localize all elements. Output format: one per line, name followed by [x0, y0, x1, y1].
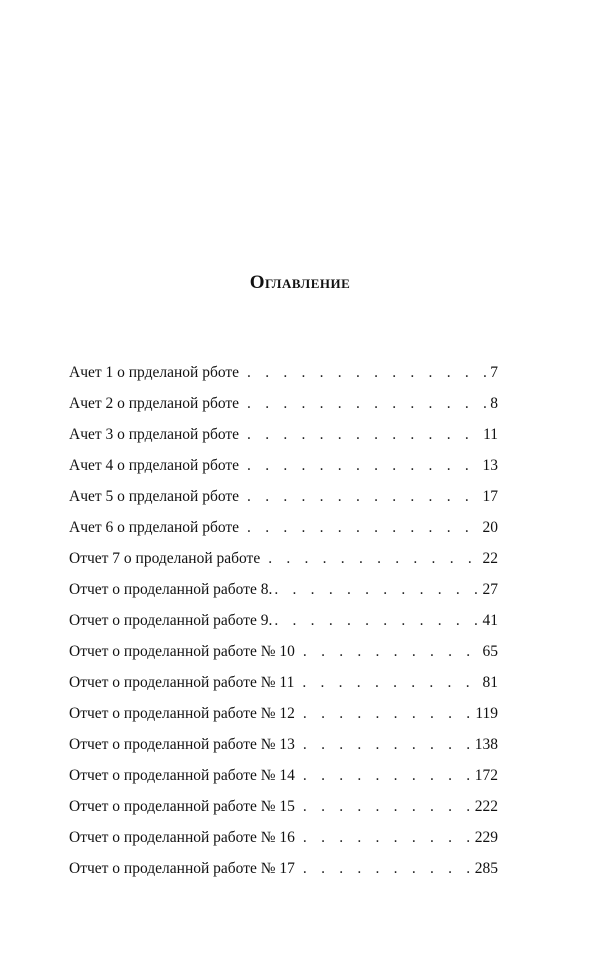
- toc-entry-title: Отчет о проделанной работе 9.: [69, 612, 273, 629]
- toc-entry[interactable]: [69, 796, 498, 827]
- toc-entry[interactable]: [69, 734, 498, 765]
- dot-leader: [303, 765, 472, 787]
- dot-leader: [247, 517, 479, 539]
- toc-entry-title: Ачет 5 о прделаной рботе: [69, 488, 240, 505]
- toc-page-number: 119: [475, 705, 498, 722]
- dot-leader: [247, 486, 479, 508]
- dot-leader: [274, 610, 479, 632]
- toc-page-number: 13: [482, 457, 498, 474]
- toc-page-number: 138: [474, 736, 498, 753]
- toc-entry-title: Отчет о проделанной работе № 15: [69, 798, 295, 815]
- dot-leader: [303, 796, 472, 818]
- toc-entry[interactable]: [69, 765, 498, 796]
- toc-page-number: 8: [490, 395, 498, 412]
- toc-entry[interactable]: [69, 610, 498, 641]
- toc-entry-title: Ачет 6 о прделаной рботе: [69, 519, 240, 536]
- dot-leader: [302, 672, 479, 694]
- toc-entry[interactable]: [69, 517, 498, 548]
- dot-leader: [274, 579, 479, 601]
- toc-entry[interactable]: [69, 486, 498, 517]
- toc-list: [69, 362, 498, 889]
- toc-entry-title: Отчет о проделанной работе № 10: [69, 643, 295, 660]
- dot-leader: [303, 858, 472, 880]
- toc-entry[interactable]: [69, 827, 498, 858]
- toc-entry[interactable]: [69, 455, 498, 486]
- toc-entry-title: Ачет 1 о прделаной рботе: [69, 364, 240, 381]
- toc-page-number: 285: [474, 860, 498, 877]
- dot-leader: [303, 703, 472, 725]
- dot-leader: [303, 734, 472, 756]
- toc-entry[interactable]: [69, 672, 498, 703]
- toc-entry[interactable]: [69, 579, 498, 610]
- toc-entry-title: Ачет 4 о прделаной рботе: [69, 457, 240, 474]
- dot-leader: [303, 641, 480, 663]
- toc-entry-title: Отчет о проделанной работе № 13: [69, 736, 295, 753]
- toc-entry[interactable]: [69, 703, 498, 734]
- toc-page-number: 229: [474, 829, 498, 846]
- toc-entry-title: Отчет о проделанной работе № 16: [69, 829, 295, 846]
- toc-page-number: 11: [483, 426, 498, 443]
- toc-entry-title: Отчет о проделанной работе 8.: [69, 581, 273, 598]
- toc-page-number: 222: [474, 798, 498, 815]
- toc-entry[interactable]: [69, 393, 498, 424]
- toc-entry[interactable]: [69, 548, 498, 579]
- toc-page-number: 27: [482, 581, 498, 598]
- toc-entry[interactable]: [69, 641, 498, 672]
- toc-page-number: 172: [474, 767, 498, 784]
- toc-page-number: 81: [482, 674, 498, 691]
- toc-entry[interactable]: [69, 858, 498, 889]
- toc-heading: Оглавление: [249, 272, 351, 293]
- toc-entry-title: Отчет о проделанной работе № 17: [69, 860, 295, 877]
- toc-entry-title: Отчет о проделанной работе № 11: [69, 674, 295, 691]
- toc-page-number: 20: [482, 519, 498, 536]
- dot-leader: [247, 424, 480, 446]
- toc-entry-title: Отчет о проделанной работе № 14: [69, 767, 295, 784]
- dot-leader: [247, 393, 487, 415]
- toc-page-number: 17: [482, 488, 498, 505]
- toc-page-number: 41: [482, 612, 498, 629]
- toc-entry-title: Ачет 3 о прделаной рботе: [69, 426, 240, 443]
- toc-entry-title: Ачет 2 о прделаной рботе: [69, 395, 240, 412]
- toc-entry[interactable]: [69, 424, 498, 455]
- dot-leader: [247, 455, 479, 477]
- dot-leader: [303, 827, 472, 849]
- toc-entry-title: Отчет 7 о проделаной работе: [69, 550, 261, 567]
- toc-page-number: 7: [490, 364, 498, 381]
- dot-leader: [268, 548, 479, 570]
- toc-page-number: 65: [482, 643, 498, 660]
- dot-leader: [247, 362, 487, 384]
- toc-page-number: 22: [482, 550, 498, 567]
- toc-entry-title: Отчет о проделанной работе № 12: [69, 705, 295, 722]
- toc-entry[interactable]: [69, 362, 498, 393]
